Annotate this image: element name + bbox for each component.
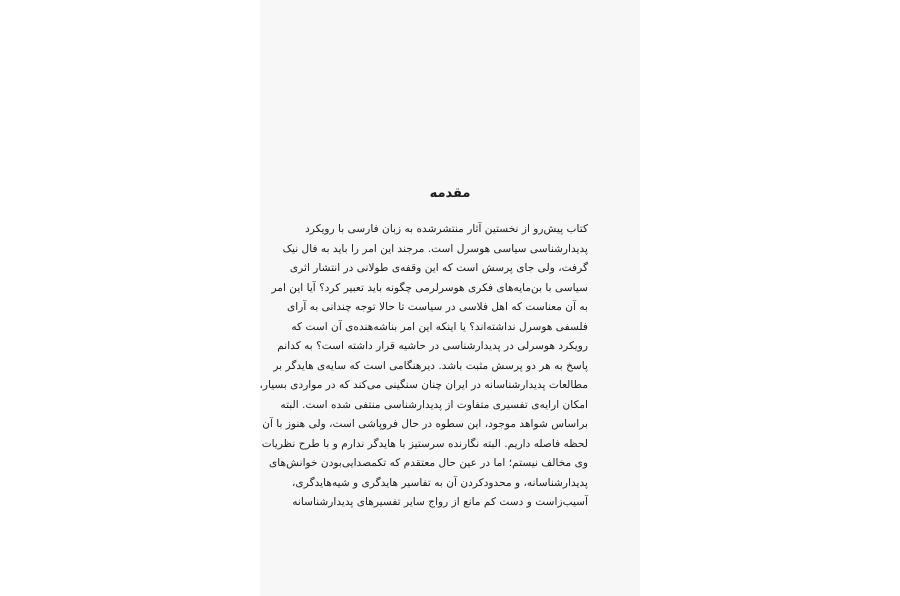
text-line: آسیب‌زاست و دست کم مانع از رواج سایر تفسیرهای پدیدارشناسانه bbox=[292, 496, 588, 508]
text-line: پاسخ به هر دو پرسش مثبت باشد. دیرهنگامی است که سایه‌ی هایدگر بر bbox=[273, 359, 588, 372]
book-page bbox=[260, 0, 640, 596]
text-line: وی مخالف نیستم؛ اما در عین حال معتقدم که تکمصدایی‌بودن خوانش‌های bbox=[269, 457, 588, 469]
text-line: لحظه فاصله داریم. البته نگارنده سرستیز با هایدگر ندارم و با طرح نظریات bbox=[261, 437, 588, 450]
text-line: به آن معناست که اهل فلاسی در سیاست تا حالا توجه چندانی به آرای bbox=[287, 301, 588, 313]
paragraph bbox=[259, 220, 588, 513]
text-line: رویکرد هوسرلی در پدیدارشناسی در حاشیه قرار داشته است؟ به کدانم bbox=[277, 340, 588, 352]
text-line: سیاسی با بن‌مایه‌های فکری هوسرلرمی چگونه باید تعبیر کرد؟ آیا این امر bbox=[271, 281, 588, 294]
page-heading: مقدمه bbox=[429, 186, 471, 201]
text-line: گرفت، ولی جای پرسش است که این وقفه‌ی طولانی در انتشار اثری bbox=[289, 262, 588, 274]
text-line: مطالعات پدیدارشناسانه در ایران چنان سنگینی می‌کند که در مواردی بسیار، bbox=[259, 379, 588, 391]
text-line: کتاب پیش‌رو از نخستین آثار منتشرشده به زبان فارسی با رویکرد bbox=[305, 223, 588, 235]
text-line: براساس شواهد موجود، این سطوه در حال فروپاشی است، ولی هنوز با آن bbox=[262, 418, 588, 430]
text-line: فلسفی هوسرل نداشته‌اند؟ یا اینکه این امر بناشه‌هنده‌ی آن است که bbox=[291, 320, 588, 333]
text-line: پدیدارشناسانه، و محدودکردن آن به تفاسیر هایدگری و شیه‌هایدگری، bbox=[292, 476, 588, 489]
text-line: پدیدارشناسی سیاسی هوسرل است. مرجند این امر را باید به فال نیک bbox=[282, 242, 588, 255]
text-line: امکان ارایه‌ی تفسیری متفاوت از پدیدارشناسی منتفی شده است. البته bbox=[280, 398, 588, 411]
